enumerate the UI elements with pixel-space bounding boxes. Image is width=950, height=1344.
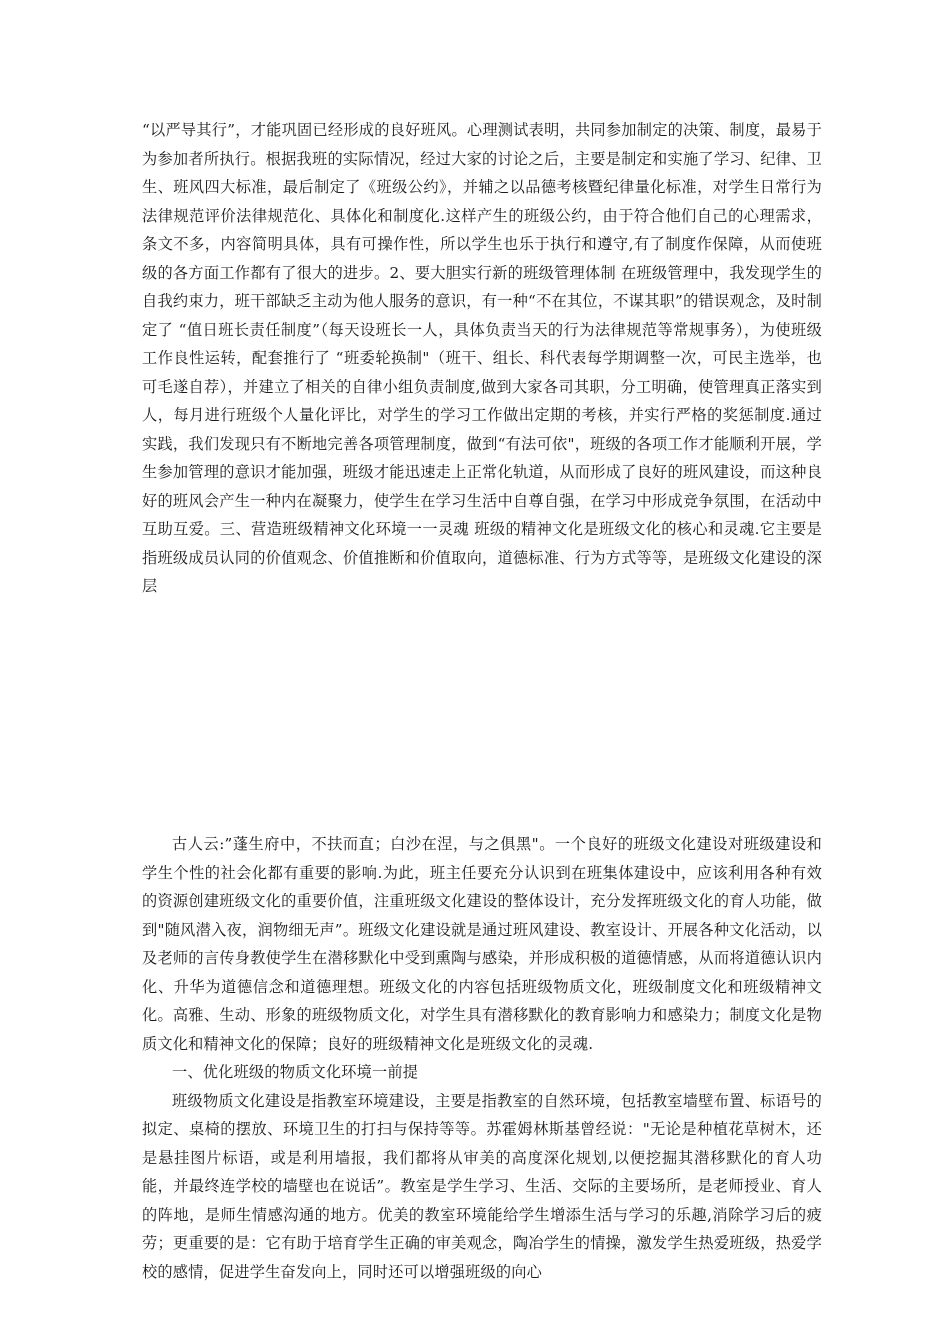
top-text-block [142, 116, 822, 601]
section-heading: 一、优化班级的物质文化环境一前提 [172, 1063, 419, 1081]
body-paragraph-management: “以严导其行”，才能巩固已经形成的良好班风。心理测试表明，共同参加制定的决策、制度，最易于为参加者所执行。根据我班的实际情况，经过大家的讨论之后，主要是制定和实施了学习、纪律、卫生、班风四大标准，最后制定了《班级公约》，并辅之以品德考核暨纪律量化标准，对学生日常行为法律规范评价法律规范化、具体化和制度化.这样产生的班级公约，由于符合他们自己的心理需求，条文不多，内容简明具体，具有可操作性，所以学生也乐于执行和遵守,有了制度作保障，从而使班级的各方面工作都有了很大的进步。2、要大胆实行新的班级管理体制 在班级管理中，我发现学生的自我约束力，班干部缺乏主动为他人服务的意识，有一种“不在其位，不谋其职”的错误观念，及时制定了 “值日班长责任制度”（每天设班长一人，具体负责当天的行为法律规范等常规事务），为使班级工作良性运转，配套推行了 “班委轮换制"（班干、组长、科代表每学期调整一次，可民主选举，也可毛遂自荐），并建立了相关的自律小组负责制度,做到大家各司其职，分工明确，使管理真正落实到人，每月进行班级个人量化评比，对学生的学习工作做出定期的考核，并实行严格的奖惩制度.通过实践，我们发现只有不断地完善各项管理制度，做到“有法可依"，班级的各项工作才能顺利开展，学生参加管理的意识才能加强，班级才能迅速走上正常化轨道，从而形成了良好的班风建设，而这种良好的班风会产生一种内在凝聚力，使学生在学习生活中自尊自强，在学习中形成竞争氛围，在活动中互助互爱。三、营造班级精神文化环境一一灵魂 班级的精神文化是班级文化的核心和灵魂.它主要是指班级成员认同的价值观念、价值推断和价值取向，道德标准、行为方式等等，是班级文化建设的深层 [142, 121, 822, 595]
bottom-text-block [142, 830, 822, 1286]
body-paragraph-intro: 古人云:”蓬生府中，不扶而直；白沙在涅，与之俱黑"。一个良好的班级文化建设对班级建设和学生个性的社会化都有重要的影响.为此，班主任要充分认识到在班集体建设中，应该利用各种有效的资源创建班级文化的重要价值，注重班级文化建设的整体设计，充分发挥班级文化的育人功能，做到"随风潜入夜，润物细无声”。班级文化建设就是通过班风建设、教室设计、开展各种文化活动，以及老师的言传身教使学生在潜移默化中受到熏陶与感染，并形成积极的道德情感，从而将道德认识内化、升华为道德信念和道德理想。班级文化的内容包括班级物质文化，班级制度文化和班级精神文化。高雅、生动、形象的班级物质文化，对学生具有潜移默化的教育影响力和感染力；制度文化是物质文化和精神文化的保障；良好的班级精神文化是班级文化的灵魂. [142, 835, 822, 1053]
body-paragraph-material-culture: 班级物质文化建设是指教室环境建设，主要是指教室的自然环境，包括教室墙壁布置、标语号的拟定、桌椅的摆放、环境卫生的打扫与保持等等。苏霍姆林斯基曾经说："无论是种植花草树木，还是悬挂图片标语，或是利用墙报，我们都将从审美的高度深化规划,以便挖掘其潜移默化的育人功能，并最终连学校的墙壁也在说话”。教室是学生学习、生活、交际的主要场所，是老师授业、育人的阵地，是师生情感沟通的地方。优美的教室环境能给学生增添生活与学习的乐趣,消除学习后的疲劳；更重要的是：它有助于培育学生正确的审美观念，陶冶学生的情操，激发学生热爱班级，热爱学校的感情，促进学生奋发向上，同时还可以增强班级的向心 [142, 1091, 822, 1281]
